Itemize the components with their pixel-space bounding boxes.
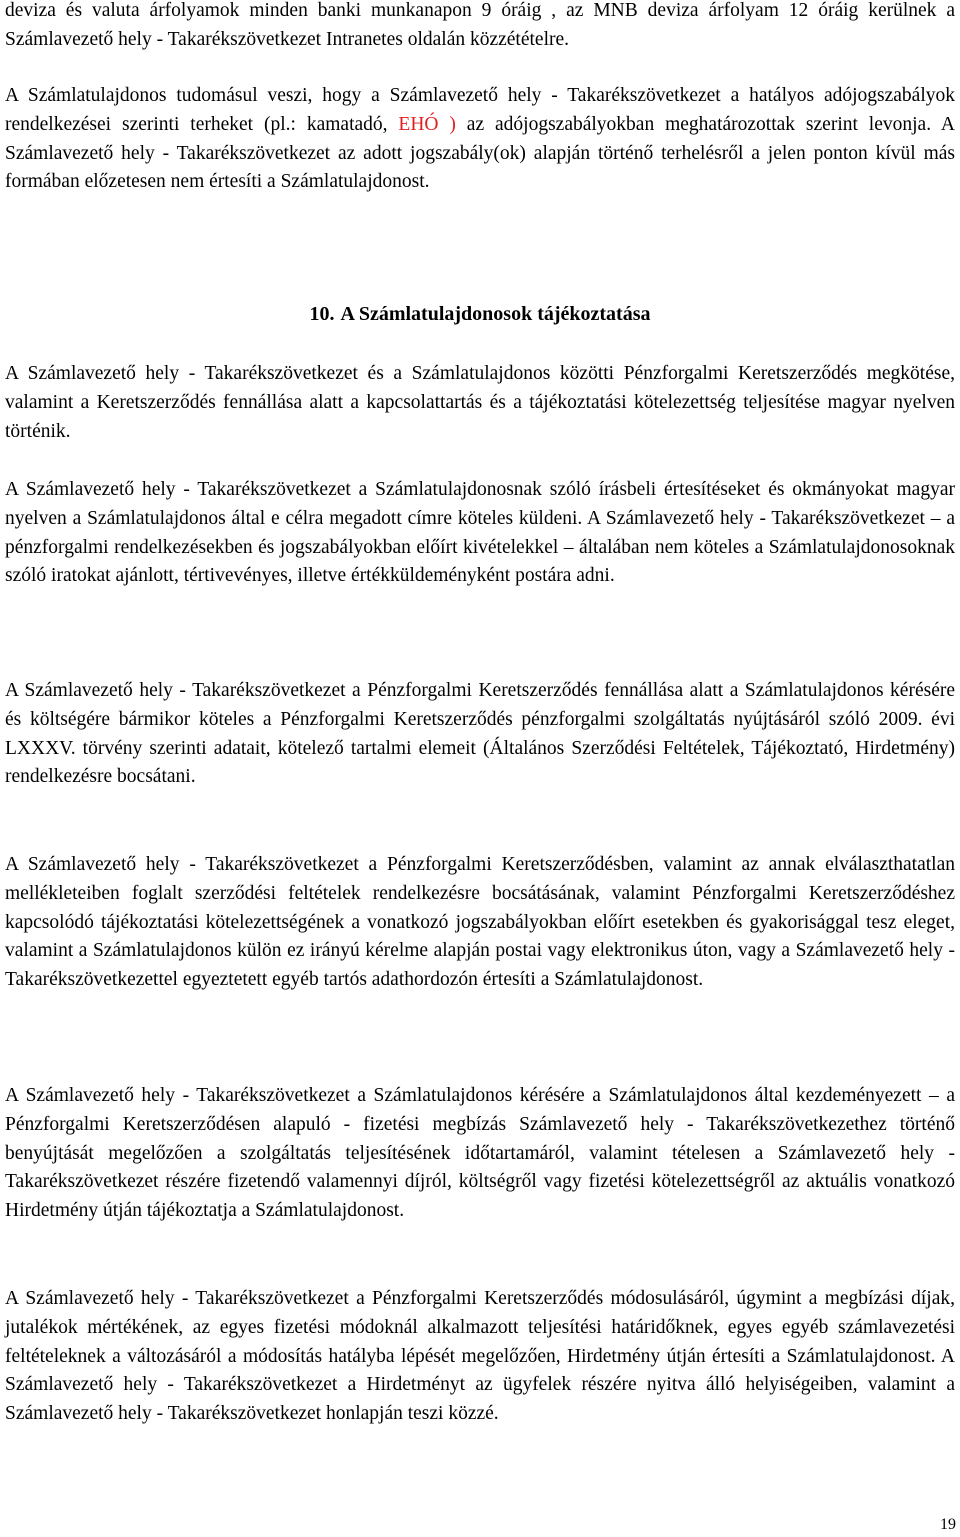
tax-text-before: A Számlatulajdonos tudomásul veszi, hogy a Számlavezető hely - Takarékszövetkezet a hatályos adójogszabályok rendelkezései szerinti terheket (pl.: kamatadó, [5,85,955,135]
paragraph-contract-data: A Számlavezető hely - Takarékszövetkezet a Pénzforgalmi Keretszerződés fennállása alatt a Számlatulajdonos kérésére és költségére bármikor köteles a Pénzforgalmi Keretszerződés pénzforgalmi szolgáltatás nyújtásáról szóló 2009. évi LXXXV. törvény szerinti adatait, kötelező tartalmi elemeit (Általános Szerződési Feltételek, Tájékoztató, Hirdetmény) rendelkezésre bocsátani. [5,680,955,788]
paragraph-contract-modification: A Számlavezető hely - Takarékszövetkezet a Pénzforgalmi Keretszerződés módosulásáról, úgymint a megbízási díjak, jutalékok mértékének, az egyes fizetési módoknál alkalmazott teljesítési határidőknek, egyes egyéb számlavezetési feltételeknek a változásáról a módosítás hatályba lépését megelőzően, Hirdetmény útján értesíti a Számlatulajdonost. A Számlavezető hely - Takarékszövetkezet a Hirdetményt az ügyfelek részére nyitva álló helyiségeiben, valamint a Számlavezető hely - Takarékszövetkezet honlapján teszi közzé. [5,1288,955,1425]
paragraph-written-notices: A Számlavezető hely - Takarékszövetkezet a Számlatulajdonosnak szóló írásbeli értesítéseket és okmányokat magyar nyelven a Számlatulajdonos által e célra megadott címre köteles küldeni. A Számlavezető hely - Takarékszövetkezet – a pénzforgalmi rendelkezésekben és jogszabályokban előírt kivételekkel – általában nem köteles a Számlatulajdonosoknak szóló iratokat ajánlott, tértivevényes, illetve értékküldeményként postára adni. [5,479,955,587]
tax-highlight-eho: EHÓ ) [398,113,456,135]
paragraph-fees-info: A Számlavezető hely - Takarékszövetkezet a Számlatulajdonos kérésére a Számlatulajdonos által kezdeményezett – a Pénzforgalmi Keretszerződésen alapuló - fizetési megbízás Számlavezető hely - Takarékszövetkezethez történő benyújtását megelőzően a szolgáltatás teljesítésének időtartamáról, valamint tételesen a Számlavezető hely - Takarékszövetkezet részére fizetendő valamennyi díjról, költségről vagy fizetési kötelezettségről az aktuális vonatkozó Hirdetmény útján tájékoztatja a Számlatulajdonost. [5,1085,955,1222]
paragraph-language: A Számlavezető hely - Takarékszövetkezet és a Számlatulajdonos közötti Pénzforgalmi Keretszerződés megkötése, valamint a Keretszerződés fennállása alatt a kapcsolattartás és a tájékoztatási kötelezettség teljesítése magyar nyelven történik. [5,363,955,442]
section-number: 10. [309,303,335,325]
page-number: 19 [940,1516,956,1533]
section-heading [5,300,955,328]
paragraph-tax-deduction [5,82,955,197]
section-title: A Számlatulajdonosok tájékoztatása [340,303,651,325]
paragraph-information-obligation: A Számlavezető hely - Takarékszövetkezet a Pénzforgalmi Keretszerződésben, valamint az annak elválaszthatatlan mellékleteiben foglalt szerződési feltételek rendelkezésre bocsátásának, valamint Pénzforgalmi Keretszerződéshez kapcsolódó tájékoztatási kötelezettségének a vonatkozó jogszabályokban előírt esetekben és gyakorisággal tesz eleget, valamint a Számlatulajdonos külön ez irányú kérelme alapján postai vagy elektronikus úton, vagy a Számlavezető hely - Takarékszövetkezettel egyeztetett egyéb tartós adathordozón értesíti a Számlatulajdonost. [5,854,955,991]
paragraph-exchange-rates: deviza és valuta árfolyamok minden banki munkanapon 9 óráig , az MNB deviza árfolyam 12 óráig kerülnek a Számlavezető hely - Takarékszövetkezet Intranetes oldalán közzétételre. [5,0,955,50]
tax-text-after: az adójogszabályokban meghatározottak szerint levonja. A Számlavezető hely - Takarékszövetkezet az adott jogszabály(ok) alapján történő terhelésről a jelen ponton kívül más formában előzetesen nem értesíti a Számlatulajdonost. [5,113,955,193]
